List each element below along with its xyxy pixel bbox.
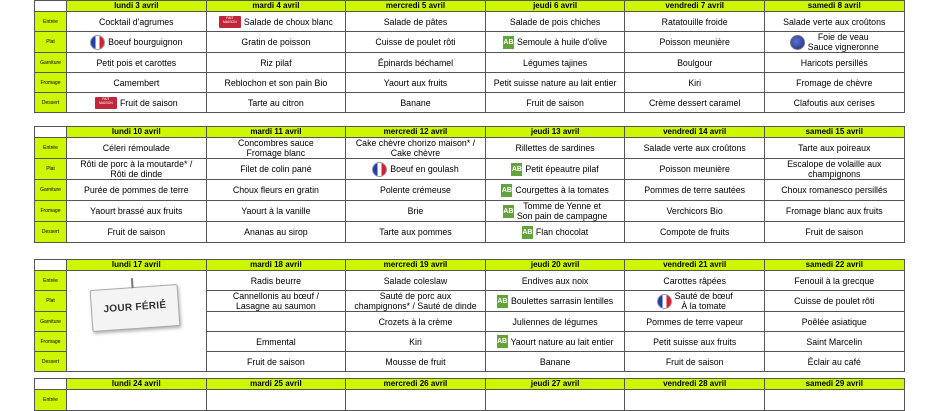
menu-cell xyxy=(625,201,765,222)
french-flag-icon xyxy=(372,162,387,177)
week-4-table xyxy=(34,378,904,411)
day-header-row xyxy=(35,260,905,271)
menu-cell xyxy=(206,138,346,159)
dish-name: Semoule à huile d'olive xyxy=(516,37,608,47)
dish-name: Saint Marcelin xyxy=(806,336,863,347)
menu-cell xyxy=(67,159,207,180)
day-header: mardi 4 avril xyxy=(206,1,346,12)
menu-cell xyxy=(206,312,346,332)
menu-cell xyxy=(346,312,486,332)
dish-name: Fromage de chèvre xyxy=(796,77,873,88)
day-header: mercredi 5 avril xyxy=(346,1,486,12)
course-label: Dessert xyxy=(35,222,67,243)
menu-cell xyxy=(485,332,625,352)
course-label: Dessert xyxy=(35,93,67,113)
dish-name: Salade verte aux croûtons xyxy=(783,16,886,27)
menu-cell xyxy=(346,332,486,352)
week-2-table xyxy=(34,126,904,243)
dish-name: Purée de pommes de terre xyxy=(83,185,189,195)
dish-name: Fruit de saison xyxy=(805,227,864,237)
menu-cell xyxy=(67,180,207,201)
menu-cell xyxy=(206,12,346,32)
dish-name: Crozets à la crème xyxy=(378,316,453,327)
menu-cell xyxy=(206,291,346,312)
dish-name: Petit pois et carottes xyxy=(96,57,177,68)
menu-cell xyxy=(625,222,765,243)
menu-cell xyxy=(485,390,625,411)
dish-name: Brie xyxy=(407,206,424,216)
menu-cell xyxy=(764,291,904,312)
menu-cell xyxy=(67,93,207,113)
dish-name: Polente crémeuse xyxy=(380,185,451,195)
jour-ferie-sign xyxy=(90,284,181,332)
day-header: samedi 8 avril xyxy=(764,1,904,12)
dish-name: Salade verte aux croûtons xyxy=(643,143,746,153)
organic-ab-icon: AB xyxy=(497,335,508,348)
menu-cell xyxy=(346,93,486,113)
dish-name: Rillettes de sardines xyxy=(515,143,595,153)
menu-cell xyxy=(485,201,625,222)
day-header-row xyxy=(35,1,905,12)
menu-cell xyxy=(67,222,207,243)
dish-name: Cocktail d'agrumes xyxy=(99,16,174,27)
day-header: mercredi 12 avril xyxy=(346,127,486,138)
dish-name: Mousse de fruit xyxy=(385,356,446,367)
menu-cell xyxy=(625,332,765,352)
course-label: Garniture xyxy=(35,180,67,201)
menu-cell xyxy=(625,291,765,312)
jour-ferie-label: JOUR FÉRIÉ xyxy=(103,299,167,316)
dish-name: Cuisse de poulet rôti xyxy=(375,37,456,47)
day-header: jeudi 6 avril xyxy=(485,1,625,12)
dish-name: Fromage blanc aux fruits xyxy=(785,206,883,216)
course-label: Fromage xyxy=(35,201,67,222)
menu-cell xyxy=(485,180,625,201)
dish-name: Flan chocolat xyxy=(535,227,589,237)
dish-name: Cannellonis au bœuf / Lasagne au saumon xyxy=(232,291,319,311)
menu-cell xyxy=(346,222,486,243)
dish-name: Sauté de bœuf À la tomate xyxy=(674,291,733,311)
menu-cell xyxy=(485,291,625,312)
dish-name: Petit suisse nature au lait entier xyxy=(493,77,617,88)
dish-name: Boeuf bourguignon xyxy=(108,37,183,47)
fait-maison-icon: FAIT MAISON xyxy=(219,16,241,28)
dish-name: Carottes râpées xyxy=(663,275,726,286)
day-header: samedi 15 avril xyxy=(764,127,904,138)
day-header: jeudi 27 avril xyxy=(485,379,625,390)
menu-cell xyxy=(764,12,904,32)
dish-name: Yaourt à la vanille xyxy=(241,206,311,216)
menu-cell xyxy=(346,53,486,73)
dish-name: Salade coleslaw xyxy=(383,275,448,286)
dish-name: Petit épeautre pilaf xyxy=(525,164,599,174)
organic-ab-icon: AB xyxy=(503,205,514,218)
course-label: Entrée xyxy=(35,390,67,411)
menu-cell xyxy=(764,271,904,291)
dish-name: Gratin de poisson xyxy=(241,37,311,47)
dish-name: Haricots persillés xyxy=(800,57,868,68)
day-header: mardi 25 avril xyxy=(206,379,346,390)
dish-name: Petit suisse aux fruits xyxy=(653,336,737,347)
day-header: vendredi 28 avril xyxy=(625,379,765,390)
dish-name: Clafoutis aux cerises xyxy=(793,97,875,108)
menu-cell xyxy=(485,352,625,372)
course-row xyxy=(35,271,905,291)
menu-cell xyxy=(625,53,765,73)
menu-cell xyxy=(764,390,904,411)
menu-cell xyxy=(764,201,904,222)
dish-name: Salade de choux blanc xyxy=(243,16,333,27)
quality-label-icon xyxy=(790,35,805,50)
menu-cell xyxy=(764,93,904,113)
dish-name: Ananas au sirop xyxy=(244,227,308,237)
menu-cell xyxy=(764,312,904,332)
menu-cell xyxy=(346,291,486,312)
organic-ab-icon: AB xyxy=(501,184,512,197)
dish-name: Endives aux noix xyxy=(521,275,589,286)
menu-cell xyxy=(346,180,486,201)
dish-name: Compote de fruits xyxy=(659,227,730,237)
day-header: mercredi 26 avril xyxy=(346,379,486,390)
course-label: Fromage xyxy=(35,73,67,93)
course-label: Entrée xyxy=(35,138,67,159)
dish-name: Boulettes sarrasin lentilles xyxy=(510,296,614,306)
menu-cell xyxy=(485,138,625,159)
menu-table xyxy=(34,259,905,372)
menu-cell xyxy=(206,271,346,291)
menu-cell xyxy=(346,271,486,291)
french-flag-icon xyxy=(90,35,105,50)
dish-name: Poêlée asiatique xyxy=(801,316,867,327)
organic-ab-icon: AB xyxy=(511,163,522,176)
dish-name: Sauté de porc aux champignons* / Sauté de dinde xyxy=(354,291,477,311)
menu-cell xyxy=(67,201,207,222)
dish-name: Fruit de saison xyxy=(526,97,584,108)
course-row xyxy=(35,32,905,53)
menu-cell xyxy=(67,32,207,53)
menu-cell xyxy=(485,312,625,332)
menu-cell xyxy=(485,93,625,113)
dish-name: Banane xyxy=(400,97,431,108)
dish-name: Courgettes à la tomates xyxy=(515,185,609,195)
menu-cell xyxy=(485,12,625,32)
dish-name: Rôti de porc à la moutarde* / Rôti de dinde xyxy=(80,159,193,179)
dish-name: Emmental xyxy=(256,336,296,347)
course-label: Plat xyxy=(35,291,67,312)
course-row xyxy=(35,201,905,222)
course-row xyxy=(35,138,905,159)
day-header: lundi 10 avril xyxy=(67,127,207,138)
dish-name: Juliennes de légumes xyxy=(512,316,598,327)
menu-cell xyxy=(625,73,765,93)
day-header: vendredi 14 avril xyxy=(625,127,765,138)
french-flag-icon xyxy=(657,294,672,309)
menu-cell xyxy=(346,352,486,372)
dish-name: Cuisse de poulet rôti xyxy=(794,296,875,306)
dish-name: Tarte au citron xyxy=(248,97,304,108)
menu-cell xyxy=(206,73,346,93)
day-header: mercredi 19 avril xyxy=(346,260,486,271)
menu-cell xyxy=(206,93,346,113)
dish-name: Reblochon et son pain Bio xyxy=(224,77,328,88)
dish-name: Cake chèvre chorizo maison* / Cake chèvre xyxy=(355,138,476,158)
course-label: Plat xyxy=(35,32,67,53)
dish-name: Céleri rémoulade xyxy=(102,143,170,153)
course-label: Entrée xyxy=(35,12,67,32)
day-header: jeudi 20 avril xyxy=(485,260,625,271)
course-label: Dessert xyxy=(35,352,67,372)
dish-name: Radis beurre xyxy=(250,275,302,286)
menu-cell xyxy=(67,138,207,159)
day-header: lundi 24 avril xyxy=(67,379,207,390)
dish-name: Fenouil à la grecque xyxy=(794,275,875,286)
dish-name: Boulgour xyxy=(677,57,713,68)
dish-name: Boeuf en goulash xyxy=(390,164,459,174)
week-3-table xyxy=(34,259,904,372)
dish-name: Tarte aux pommes xyxy=(379,227,452,237)
course-row xyxy=(35,159,905,180)
course-row xyxy=(35,390,905,411)
day-header: mardi 18 avril xyxy=(206,260,346,271)
menu-cell xyxy=(206,32,346,53)
menu-table xyxy=(34,0,905,113)
dish-name: Kiri xyxy=(409,336,422,347)
menu-cell xyxy=(206,201,346,222)
menu-cell xyxy=(346,390,486,411)
menu-cell xyxy=(625,12,765,32)
organic-ab-icon: AB xyxy=(497,295,508,308)
menu-cell xyxy=(346,201,486,222)
menu-cell xyxy=(625,180,765,201)
menu-cell xyxy=(764,53,904,73)
day-header-row xyxy=(35,379,905,390)
menu-cell xyxy=(346,138,486,159)
dish-name: Pommes de terre vapeur xyxy=(646,316,744,327)
menu-cell xyxy=(764,32,904,53)
dish-name: Éclair au café xyxy=(807,356,861,367)
day-header: vendredi 7 avril xyxy=(625,1,765,12)
menu-cell xyxy=(206,222,346,243)
menu-cell xyxy=(485,159,625,180)
dish-name: Épinards béchamel xyxy=(377,57,454,68)
holiday-cell xyxy=(67,271,207,372)
course-row xyxy=(35,93,905,113)
dish-name: Choux romanesco persillés xyxy=(781,185,888,195)
organic-ab-icon: AB xyxy=(503,36,514,49)
dish-name: Camembert xyxy=(113,77,160,88)
menu-cell xyxy=(206,53,346,73)
dish-name: Foie de veau Sauce vigneronne xyxy=(807,32,879,52)
menu-cell xyxy=(485,222,625,243)
menu-cell xyxy=(625,352,765,372)
day-header: samedi 22 avril xyxy=(764,260,904,271)
menu-cell xyxy=(67,53,207,73)
dish-name: Concombres sauce Fromage blanc xyxy=(237,138,314,158)
dish-name: Fruit de saison xyxy=(119,97,178,108)
menu-cell xyxy=(346,12,486,32)
course-row xyxy=(35,180,905,201)
dish-name: Tarte aux poireaux xyxy=(798,143,871,153)
menu-cell xyxy=(346,159,486,180)
day-header-row xyxy=(35,127,905,138)
course-row xyxy=(35,12,905,32)
dish-name: Salade de pâtes xyxy=(383,16,448,27)
menu-cell xyxy=(625,159,765,180)
dish-name: Yaourt aux fruits xyxy=(383,77,448,88)
dish-name: Fruit de saison xyxy=(247,356,305,367)
menu-cell xyxy=(485,73,625,93)
menu-table xyxy=(34,378,905,411)
dish-name: Crème dessert caramel xyxy=(648,97,741,108)
organic-ab-icon: AB xyxy=(522,226,533,239)
day-header: lundi 17 avril xyxy=(67,260,207,271)
dish-name: Poisson meunière xyxy=(659,164,730,174)
menu-cell xyxy=(625,271,765,291)
menu-cell xyxy=(206,332,346,352)
menu-cell xyxy=(206,159,346,180)
dish-name: Choux fleurs en gratin xyxy=(232,185,319,195)
dish-name: Banane xyxy=(539,356,571,367)
dish-name: Pommes de terre sautées xyxy=(644,185,746,195)
dish-name: Yaourt nature au lait entier xyxy=(510,336,614,347)
dish-name: Poisson meunière xyxy=(659,37,730,47)
day-header: lundi 3 avril xyxy=(67,1,207,12)
fait-maison-icon: FAIT MAISON xyxy=(95,97,117,109)
menu-cell xyxy=(346,32,486,53)
dish-name: Tomme de Yenne et Son pain de campagne xyxy=(516,201,608,221)
menu-cell xyxy=(67,12,207,32)
day-header: vendredi 21 avril xyxy=(625,260,765,271)
sign-hook xyxy=(131,278,134,288)
menu-cell xyxy=(625,93,765,113)
menu-cell xyxy=(764,180,904,201)
dish-name: Fruit de saison xyxy=(107,227,166,237)
menu-cell xyxy=(764,332,904,352)
week-1-table xyxy=(34,0,904,113)
dish-name: Kiri xyxy=(688,77,702,88)
menu-cell xyxy=(625,390,765,411)
dish-name: Escalope de volaille aux champignons xyxy=(787,159,882,179)
menu-cell xyxy=(206,352,346,372)
day-header: samedi 29 avril xyxy=(764,379,904,390)
dish-name: Riz pilaf xyxy=(260,57,292,68)
menu-cell xyxy=(67,390,207,411)
course-row xyxy=(35,222,905,243)
course-label: Garniture xyxy=(35,312,67,332)
dish-name: Verchicors Bio xyxy=(666,206,723,216)
menu-cell xyxy=(764,138,904,159)
dish-name: Filet de colin pané xyxy=(240,164,312,174)
menu-cell xyxy=(485,271,625,291)
course-label: Fromage xyxy=(35,332,67,352)
course-label: Garniture xyxy=(35,53,67,73)
dish-name: Ratatouille froide xyxy=(661,16,728,27)
day-header: jeudi 13 avril xyxy=(485,127,625,138)
menu-cell xyxy=(67,73,207,93)
course-label: Entrée xyxy=(35,271,67,291)
menu-cell xyxy=(625,138,765,159)
dish-name: Légumes tajines xyxy=(523,57,588,68)
menu-cell xyxy=(346,73,486,93)
course-label: Plat xyxy=(35,159,67,180)
menu-cell xyxy=(206,180,346,201)
course-row xyxy=(35,73,905,93)
menu-cell xyxy=(485,53,625,73)
menu-cell xyxy=(764,73,904,93)
dish-name: Yaourt brassé aux fruits xyxy=(90,206,183,216)
dish-name: Salade de pois chiches xyxy=(509,16,601,27)
menu-cell xyxy=(764,352,904,372)
menu-cell xyxy=(625,312,765,332)
day-header: mardi 11 avril xyxy=(206,127,346,138)
menu-cell xyxy=(206,390,346,411)
menu-table xyxy=(34,126,905,243)
menu-cell xyxy=(764,222,904,243)
dish-name: Fruit de saison xyxy=(665,356,724,367)
menu-cell xyxy=(764,159,904,180)
menu-cell xyxy=(485,32,625,53)
menu-cell xyxy=(625,32,765,53)
course-row xyxy=(35,53,905,73)
